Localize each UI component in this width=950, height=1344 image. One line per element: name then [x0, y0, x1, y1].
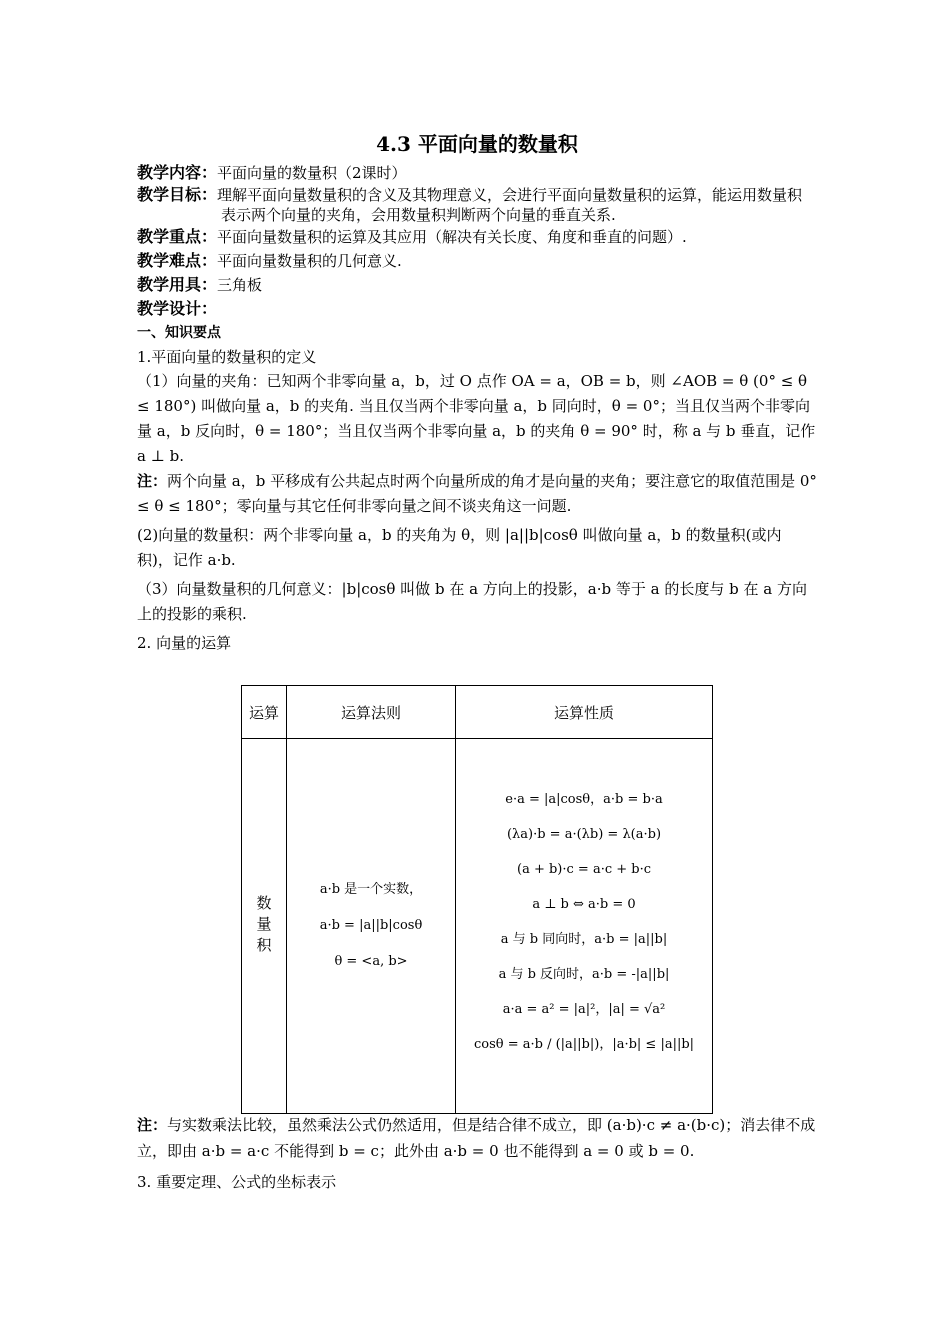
item-heading: 3. 重要定理、公式的坐标表示	[137, 1173, 337, 1191]
prop-line: a·a = a² = |a|²，|a| = √a²	[502, 1002, 666, 1017]
prop-line: (a + b)·c = a·c + b·c	[517, 862, 651, 877]
prop-line: cosθ = a·b / (|a||b|)，|a·b| ≤ |a||b|	[473, 1037, 695, 1052]
item-heading: 1.平面向量的数量积的定义	[137, 348, 317, 366]
meta-goal	[137, 185, 817, 225]
table-cell-props	[456, 739, 713, 1114]
meta-label: 教学目标：	[137, 185, 218, 204]
meta-text: 平面向量数量积的几何意义.	[217, 252, 402, 270]
prop-line: a 与 b 同向时，a·b = |a||b|	[500, 932, 668, 947]
meta-content	[137, 161, 817, 185]
note-text: 两个向量 a，b 平移成有公共起点时两个向量所成的角才是向量的夹角；要注意它的取值范围是 0° ≤ θ ≤ 180°；零向量与其它任何非零向量之间不谈夹角这一问题.	[137, 472, 817, 515]
prop-line: a 与 b 反向时，a·b = -|a||b|	[498, 967, 670, 982]
meta-text: 理解平面向量数量积的含义及其物理意义，会进行平面向量数量积的运算，能运用数量积表示两个向量的夹角，会用数量积判断两个向量的垂直关系.	[217, 186, 803, 224]
note-label: 注：	[137, 1116, 168, 1134]
section-heading: 一、知识要点	[137, 325, 221, 341]
table-header-cell: 运算性质	[456, 686, 713, 739]
note-paragraph	[137, 1112, 817, 1164]
prop-line: e·a = |a|cosθ，a·b = b·a	[505, 792, 663, 807]
bottom-block	[137, 1112, 817, 1194]
table-row	[242, 739, 713, 1114]
page-title: 4.3 平面向量的数量积	[376, 132, 578, 156]
table-cell-name: 数量积	[242, 739, 287, 1114]
table-header-cell: 运算	[242, 686, 287, 739]
operations-table	[241, 685, 713, 1114]
rule-line: θ = <a, b>	[334, 954, 408, 969]
meta-label: 教学用具：	[137, 275, 218, 294]
meta-label: 教学设计：	[137, 299, 218, 318]
meta-text: 平面向量数量积的运算及其应用（解决有关长度、角度和垂直的问题）.	[217, 228, 687, 246]
rule-line: a·b 是一个实数，	[319, 882, 423, 897]
meta-design	[137, 297, 817, 321]
paragraph-geometric: （3）向量数量积的几何意义：|b|cosθ 叫做 b 在 a 方向上的投影，a·b 等于 a 的长度与 b 在 a 方向上的投影的乘积.	[137, 580, 807, 623]
meta-text: 平面向量的数量积（2课时）	[217, 164, 407, 182]
meta-difficulty	[137, 249, 817, 273]
meta-key	[137, 225, 817, 249]
item-heading: 2. 向量的运算	[137, 634, 232, 652]
table-cell-rules	[287, 739, 456, 1114]
meta-text: 三角板	[217, 276, 263, 294]
note-label: 注：	[137, 472, 168, 490]
note-paragraph	[137, 469, 817, 519]
paragraph-dot-product: (2)向量的数量积：两个非零向量 a，b 的夹角为 θ，则 |a||b|cosθ 叫做向量 a，b 的数量积(或内积)，记作 a·b.	[137, 526, 782, 569]
prop-line: a ⊥ b ⇔ a·b = 0	[532, 897, 636, 912]
meta-label: 教学难点：	[137, 251, 218, 270]
table-header-row	[242, 686, 713, 739]
note-text: 与实数乘法比较，虽然乘法公式仍然适用，但是结合律不成立，即 (a·b)·c ≠ a·(b·c)；消去律不成立，即由 a·b = a·c 不能得到 b = c；此外由 a·b = 0 也不能得到 a = 0 或 b = 0.	[137, 1116, 816, 1160]
paragraph-angle: （1）向量的夹角：已知两个非零向量 a，b，过 O 点作 OA = a，OB = b，则 ∠AOB = θ (0° ≤ θ ≤ 180°) 叫做向量 a，b 的夹角. 当且仅当两个非零向量 a，b 同向时，θ = 0°；当且仅当两个非零向量 a，b 反向时，θ = 180°；当且仅当两个非零向量 a，b 的夹角 θ = 90° 时，称 a 与 b 垂直，记作 a ⊥ b.	[137, 372, 816, 465]
prop-line: (λa)·b = a·(λb) = λ(a·b)	[506, 827, 662, 842]
meta-label: 教学内容：	[137, 163, 218, 182]
document-page	[137, 120, 817, 655]
table-header-cell: 运算法则	[287, 686, 456, 739]
meta-tools	[137, 273, 817, 297]
rule-line: a·b = |a||b|cosθ	[319, 918, 423, 933]
meta-label: 教学重点：	[137, 227, 218, 246]
